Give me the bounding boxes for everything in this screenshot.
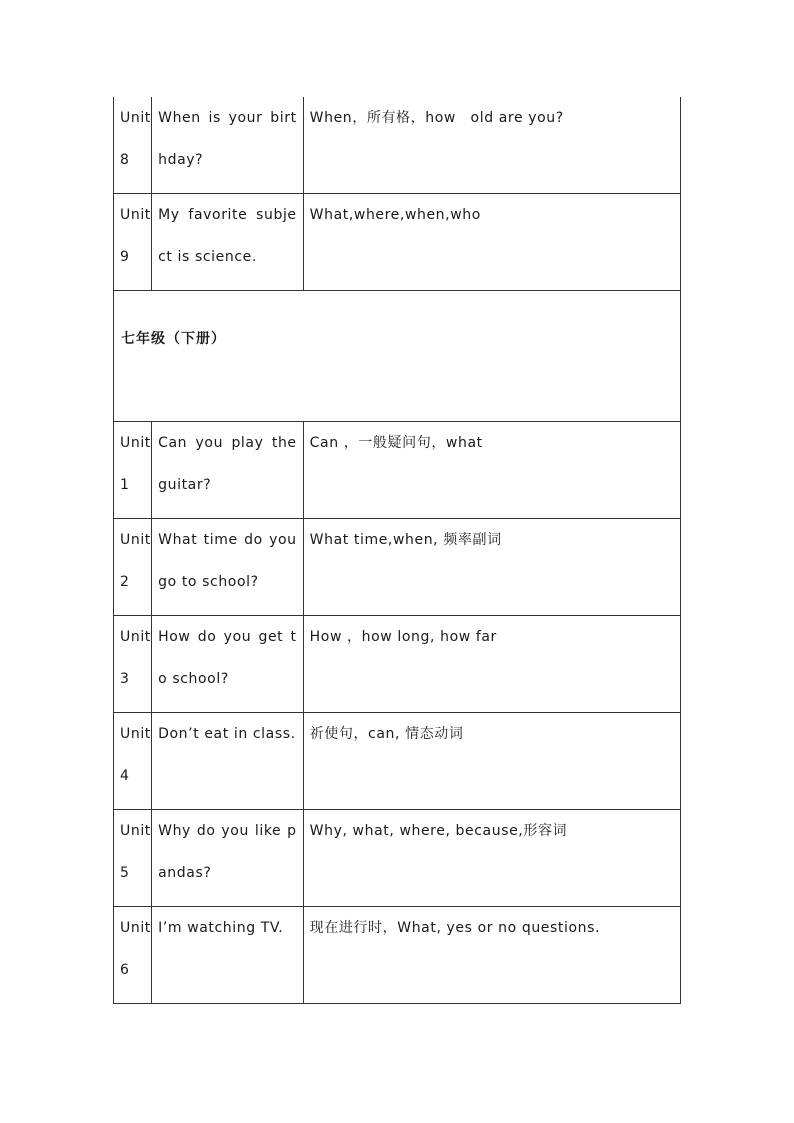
grammar-cell: What,where,when,who <box>303 194 680 291</box>
unit-cell: Unit 9 <box>114 194 152 291</box>
topic-cell: When is your birthday? <box>152 97 304 194</box>
table-row <box>114 97 681 194</box>
table-row <box>114 810 681 907</box>
topic-cell: I’m watching TV. <box>152 907 304 1004</box>
unit-cell: Unit 5 <box>114 810 152 907</box>
unit-cell: Unit 1 <box>114 422 152 519</box>
grammar-cell: Why, what, where, because,形容词 <box>303 810 680 907</box>
unit-cell: Unit 4 <box>114 713 152 810</box>
grammar-cell: When，所有格，how old are you? <box>303 97 680 194</box>
unit-cell: Unit 8 <box>114 97 152 194</box>
table-row <box>114 616 681 713</box>
table-row <box>114 713 681 810</box>
topic-cell: How do you get to school? <box>152 616 304 713</box>
table-row <box>114 519 681 616</box>
grammar-cell: What time,when, 频率副词 <box>303 519 680 616</box>
grammar-cell: How ，how long, how far <box>303 616 680 713</box>
unit-cell: Unit 6 <box>114 907 152 1004</box>
topic-cell: Why do you like pandas? <box>152 810 304 907</box>
section-title: 七年级（下册） <box>121 331 226 347</box>
section-header-cell <box>114 291 681 422</box>
topic-cell: What time do you go to school? <box>152 519 304 616</box>
topic-cell: My favorite subject is science. <box>152 194 304 291</box>
grammar-cell: 现在进行时，What, yes or no questions. <box>303 907 680 1004</box>
grammar-cell: 祈使句，can, 情态动词 <box>303 713 680 810</box>
table-row <box>114 907 681 1004</box>
section-header-row <box>114 291 681 422</box>
grammar-cell: Can ，一般疑问句，what <box>303 422 680 519</box>
table-row <box>114 194 681 291</box>
unit-grammar-table <box>113 97 681 1004</box>
topic-cell: Can you play the guitar? <box>152 422 304 519</box>
unit-cell: Unit 2 <box>114 519 152 616</box>
topic-cell: Don’t eat in class. <box>152 713 304 810</box>
table-row <box>114 422 681 519</box>
unit-cell: Unit 3 <box>114 616 152 713</box>
